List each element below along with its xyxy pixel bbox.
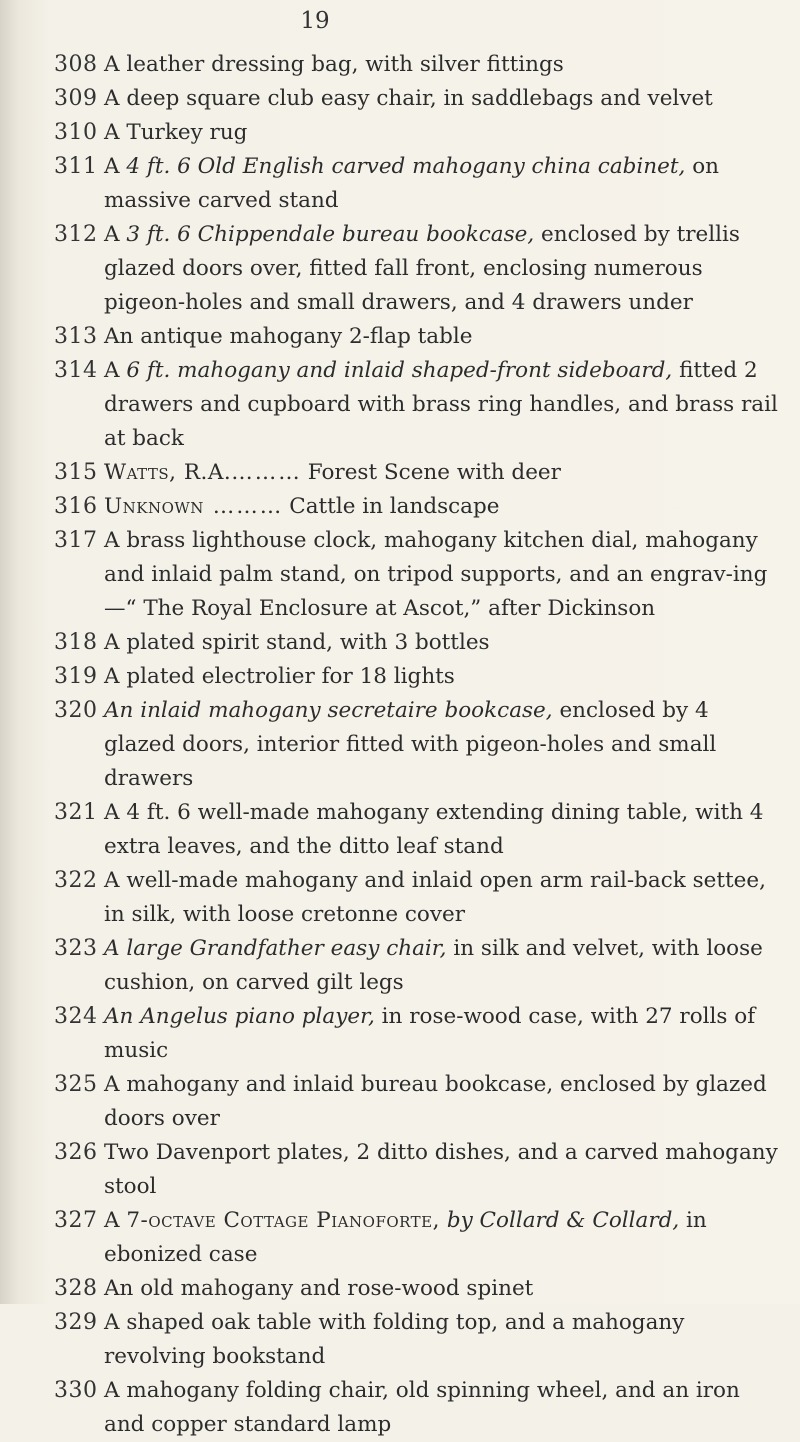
lot-number: 318: [54, 630, 98, 655]
lot-number: 322: [54, 868, 98, 893]
lot-entry: [54, 1068, 784, 1136]
lot-text-fragment: in rose-wood case, with 27 rolls of music: [104, 1004, 756, 1063]
lot-text-fragment: A: [104, 1208, 127, 1233]
lot-description: [104, 932, 784, 1000]
lot-description: [104, 116, 784, 150]
lot-number: 324: [54, 1004, 98, 1029]
lot-text-fragment: A: [104, 358, 127, 383]
lot-text-fragment: A plated spirit stand, with 3 bottles: [104, 630, 490, 655]
lot-number: 325: [54, 1072, 98, 1097]
lot-entry: [54, 116, 784, 150]
lot-number: 326: [54, 1140, 98, 1165]
lot-description: [104, 694, 784, 796]
lot-entry: [54, 796, 784, 864]
lot-entry: [54, 320, 784, 354]
lot-number: 323: [54, 936, 98, 961]
lot-text-fragment: 6 ft. mahogany and inlaid shaped-front sideboard,: [126, 358, 673, 383]
lot-entry: [54, 660, 784, 694]
lot-text-fragment: A brass lighthouse clock, mahogany kitchen dial, mahogany and inlaid palm stand, on tripod supports, and an engrav-ing—“ The Royal Enclosure at Ascot,” after Dickinson: [104, 528, 768, 621]
lot-number: 317: [54, 528, 98, 553]
lot-description: [104, 1000, 784, 1068]
lot-number: 308: [54, 52, 98, 77]
lot-text-fragment: An Angelus piano player,: [104, 1004, 375, 1029]
lot-number: 312: [54, 222, 98, 247]
lot-text-fragment: fitted 2 drawers and cupboard with brass ring handles, and brass rail at back: [104, 358, 778, 451]
lot-text-fragment: An inlaid mahogany secretaire bookcase,: [104, 698, 553, 723]
lot-description: [104, 1204, 784, 1272]
lot-number: 314: [54, 358, 98, 383]
lot-text-fragment: Watts, R.A.: [104, 460, 232, 485]
lot-description: [104, 1306, 784, 1374]
lot-text-fragment: A leather dressing bag, with silver fittings: [104, 52, 564, 77]
lot-entry: [54, 82, 784, 116]
lot-entry: [54, 1204, 784, 1272]
lot-text-fragment: A: [104, 222, 127, 247]
lot-description: [104, 660, 784, 694]
lot-text-fragment: A plated electrolier for 18 lights: [104, 664, 455, 689]
lot-number: 313: [54, 324, 98, 349]
lot-entry: [54, 1272, 784, 1306]
lot-list: [54, 48, 784, 1442]
lot-number: 315: [54, 460, 98, 485]
lot-description: [104, 456, 784, 490]
lot-number: 309: [54, 86, 98, 111]
lot-description: [104, 864, 784, 932]
lot-description: [104, 354, 784, 456]
lot-text-fragment: on massive carved stand: [104, 154, 719, 213]
lot-text-fragment: 3 ft. 6 Chippendale bureau bookcase,: [126, 222, 535, 247]
lot-number: 321: [54, 800, 98, 825]
lot-entry: [54, 1000, 784, 1068]
lot-text-fragment: in silk and velvet, with loose cushion, on carved gilt legs: [104, 936, 763, 995]
lot-text-fragment: enclosed by 4 glazed doors, interior fitted with pigeon-holes and small drawers: [104, 698, 717, 791]
lot-number: 319: [54, 664, 98, 689]
lot-description: [104, 320, 784, 354]
lot-entry: [54, 1374, 784, 1442]
lot-entry: [54, 456, 784, 490]
lot-text-fragment: 4 ft. 6 Old English carved mahogany china cabinet,: [126, 154, 686, 179]
lot-text-fragment: Two Davenport plates, 2 ditto dishes, and a carved mahogany stool: [104, 1140, 778, 1199]
lot-number: 330: [54, 1378, 98, 1403]
lot-description: [104, 796, 784, 864]
lot-description: [104, 82, 784, 116]
lot-text-fragment: A mahogany folding chair, old spinning wheel, and an iron and copper standard lamp: [104, 1378, 740, 1437]
lot-entry: [54, 48, 784, 82]
lot-entry: [54, 150, 784, 218]
lot-description: [104, 218, 784, 320]
lot-text-fragment: ………: [231, 460, 302, 485]
lot-description: [104, 524, 784, 626]
lot-description: [104, 150, 784, 218]
lot-number: 310: [54, 120, 98, 145]
lot-entry: [54, 1306, 784, 1374]
lot-number: 311: [54, 154, 98, 179]
lot-description: [104, 1374, 784, 1442]
lot-text-fragment: A mahogany and inlaid bureau bookcase, enclosed by glazed doors over: [104, 1072, 767, 1131]
page-number: 19: [300, 8, 330, 34]
lot-number: 320: [54, 698, 98, 723]
lot-text-fragment: 7-octave Cottage Pianoforte,: [126, 1208, 440, 1233]
lot-description: [104, 1272, 784, 1306]
lot-text-fragment: by Collard & Collard,: [446, 1208, 680, 1233]
lot-text-fragment: A Turkey rug: [104, 120, 248, 145]
lot-description: [104, 1068, 784, 1136]
lot-entry: [54, 864, 784, 932]
lot-entry: [54, 524, 784, 626]
lot-description: [104, 626, 784, 660]
lot-text-fragment: Unknown: [104, 494, 204, 519]
lot-text-fragment: enclosed by trellis glazed doors over, fitted fall front, enclosing numerous pigeon-holes and small drawers, and 4 drawers under: [104, 222, 740, 315]
lot-entry: [54, 218, 784, 320]
lot-text-fragment: An antique mahogany 2-flap table: [104, 324, 473, 349]
lot-text-fragment: [440, 1208, 447, 1233]
lot-text-fragment: A: [104, 154, 127, 179]
lot-entry: [54, 626, 784, 660]
lot-text-fragment: Cattle in landscape: [289, 494, 500, 519]
lot-text-fragment: in ebonized case: [104, 1208, 707, 1267]
lot-text-fragment: A shaped oak table with folding top, and a mahogany revolving bookstand: [104, 1310, 685, 1369]
lot-text-fragment: An old mahogany and rose-wood spinet: [104, 1276, 534, 1301]
lot-entry: [54, 354, 784, 456]
lot-entry: [54, 490, 784, 524]
lot-entry: [54, 932, 784, 1000]
lot-number: 327: [54, 1208, 98, 1233]
lot-number: 316: [54, 494, 98, 519]
lot-text-fragment: Forest Scene with deer: [307, 460, 561, 485]
lot-description: [104, 48, 784, 82]
lot-text-fragment: A well-made mahogany and inlaid open arm rail-back settee, in silk, with loose cretonne cover: [104, 868, 766, 927]
lot-text-fragment: A 4 ft. 6 well-made mahogany extending dining table, with 4 extra leaves, and the ditto leaf stand: [104, 800, 764, 859]
lot-description: [104, 1136, 784, 1204]
lot-number: 329: [54, 1310, 98, 1335]
lot-entry: [54, 694, 784, 796]
lot-text-fragment: ………: [203, 494, 284, 519]
lot-text-fragment: A large Grandfather easy chair,: [104, 936, 447, 961]
lot-description: [104, 490, 784, 524]
lot-text-fragment: A deep square club easy chair, in saddlebags and velvet: [104, 86, 713, 111]
lot-entry: [54, 1136, 784, 1204]
lot-number: 328: [54, 1276, 98, 1301]
